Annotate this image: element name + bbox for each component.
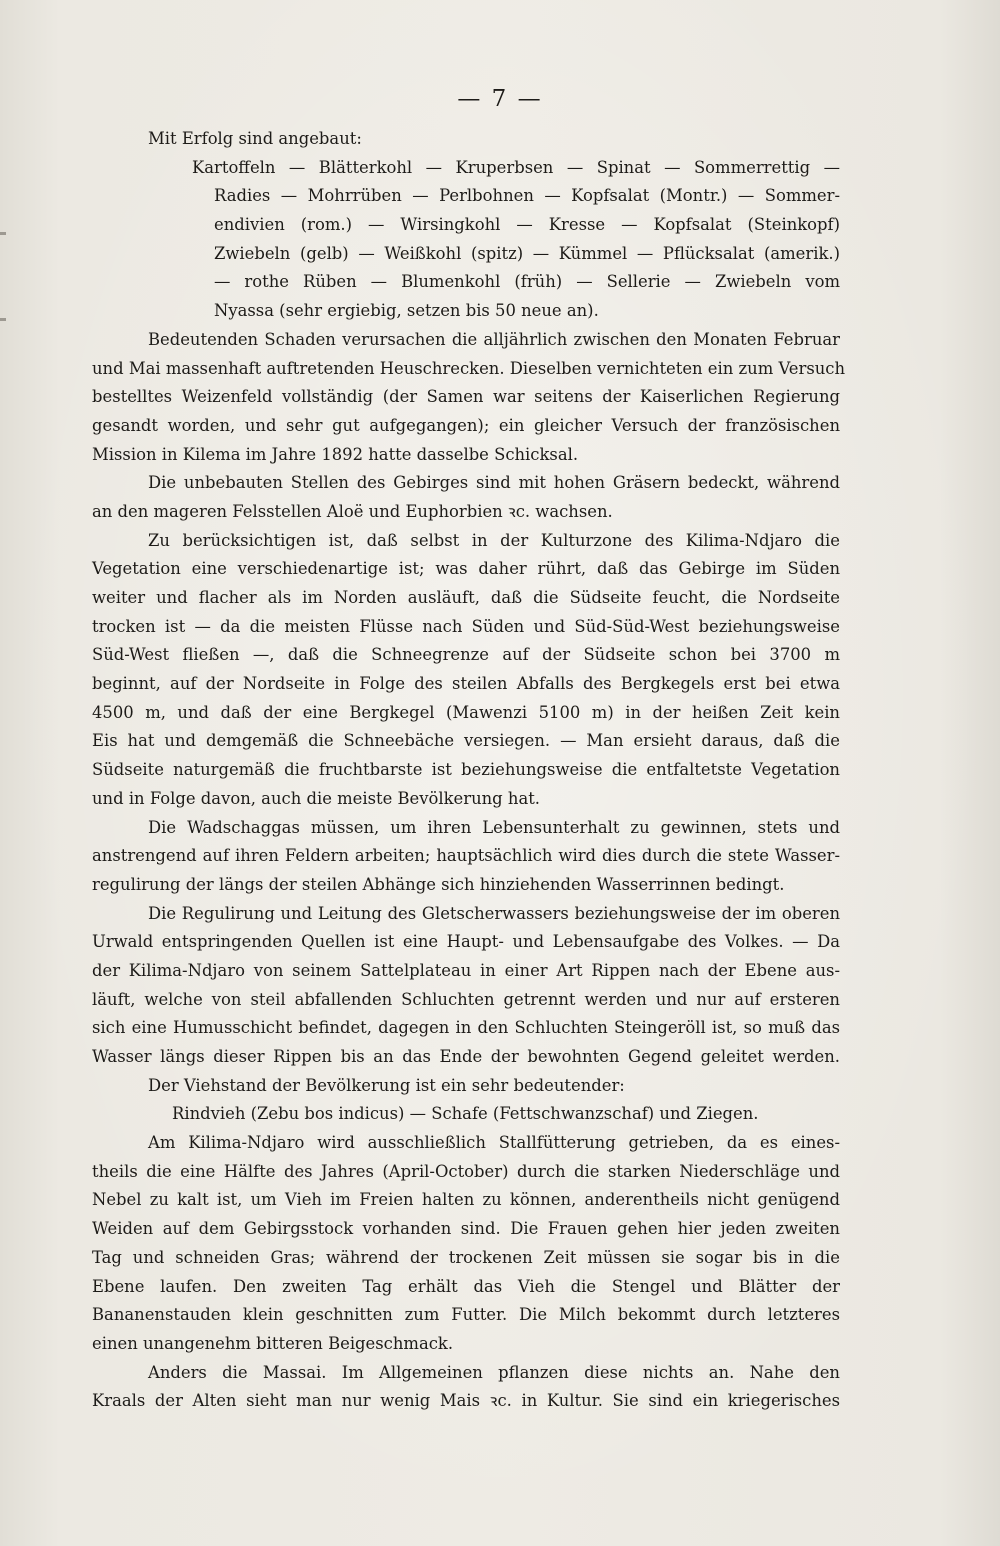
- text-line: Am Kilima-Ndjaro wird ausschließlich Stallfütterung getrieben, da es eines-: [148, 1133, 840, 1153]
- body-text: [92, 125, 846, 1416]
- text-line: Bedeutenden Schaden verursachen die alljährlich zwischen den Monaten Februar: [148, 329, 840, 349]
- text-line: sich eine Humusschicht befindet, dagegen in den Schluchten Steingeröll ist, so muß das: [92, 1018, 840, 1038]
- margin-mark: [0, 318, 6, 321]
- text-line: Die unbebauten Stellen des Gebirges sind mit hohen Gräsern bedeckt, während: [148, 473, 840, 493]
- text-line: Vegetation eine verschiedenartige ist; was daher rührt, daß das Gebirge im Süden: [92, 559, 840, 579]
- text-line: endivien (rom.) — Wirsingkohl — Kresse — Kopfsalat (Steinkopf): [214, 215, 840, 235]
- text-line: Zwiebeln (gelb) — Weißkohl (spitz) — Kümmel — Pflücksalat (amerik.): [214, 243, 840, 263]
- text-line: gesandt worden, und sehr gut aufgegangen); ein gleicher Versuch der französischen: [92, 415, 840, 435]
- text-line: bestelltes Weizenfeld vollständig (der Samen war seitens der Kaiserlichen Regierung: [92, 387, 840, 407]
- text-line: an den mageren Felsstellen Aloë und Euphorbien ꝛc. wachsen.: [92, 501, 613, 521]
- text-line: trocken ist — da die meisten Flüsse nach Süden und Süd-Süd-West beziehungsweise: [92, 616, 840, 636]
- text-line: Urwald entspringenden Quellen ist eine Haupt- und Lebensaufgabe des Volkes. — Da: [92, 932, 840, 952]
- text-line: theils die eine Hälfte des Jahres (April-October) durch die starken Niederschläge und: [92, 1161, 840, 1181]
- text-line: Der Viehstand der Bevölkerung ist ein sehr bedeutender:: [148, 1075, 625, 1095]
- text-line: einen unangenehm bitteren Beigeschmack.: [92, 1333, 454, 1353]
- text-line: beginnt, auf der Nordseite in Folge des steilen Abfalls des Bergkegels erst bei etwa: [92, 674, 840, 694]
- text-line: 4500 m, und daß der eine Bergkegel (Mawenzi 5100 m) in der heißen Zeit kein: [92, 702, 840, 722]
- text-line: weiter und flacher als im Norden ausläuft, daß die Südseite feucht, die Nordseite: [92, 588, 840, 607]
- text-line: Bananenstauden klein geschnitten zum Futter. Die Milch bekommt durch letzteres: [92, 1305, 840, 1325]
- text-line: Kraals der Alten sieht man nur wenig Mais ꝛc. in Kultur. Sie sind ein kriegerisches: [92, 1391, 840, 1411]
- margin-mark: [0, 232, 6, 235]
- text-line: Tag und schneiden Gras; während der trockenen Zeit müssen sie sogar bis in die: [92, 1247, 840, 1267]
- text-line: Die Wadschaggas müssen, um ihren Lebensunterhalt zu gewinnen, stets und: [148, 817, 840, 837]
- text-line: Eis hat und demgemäß die Schneebäche versiegen. — Man ersieht daraus, daß die: [92, 731, 840, 751]
- text-line: Die Regulirung und Leitung des Gletscherwassers beziehungsweise der im oberen: [148, 903, 840, 923]
- text-line: der Kilima-Ndjaro von seinem Sattelplateau in einer Art Rippen nach der Ebene aus-: [92, 960, 840, 980]
- text-line: Mission in Kilema im Jahre 1892 hatte dasselbe Schicksal.: [92, 444, 579, 464]
- text-line: läuft, welche von steil abfallenden Schluchten getrennt werden und nur auf ersteren: [92, 989, 840, 1009]
- text-line: Zu berücksichtigen ist, daß selbst in der Kulturzone des Kilima-Ndjaro die: [148, 530, 840, 550]
- text-line: — rothe Rüben — Blumenkohl (früh) — Sellerie — Zwiebeln vom: [214, 272, 840, 292]
- text-line: Ebene laufen. Den zweiten Tag erhält das Vieh die Stengel und Blätter der: [92, 1276, 840, 1296]
- page-number: — 7 —: [457, 86, 543, 112]
- text-line: Nebel zu kalt ist, um Vieh im Freien halten zu können, anderentheils nicht genügend: [92, 1190, 840, 1210]
- text-line: und Mai massenhaft auftretenden Heuschrecken. Dieselben vernichteten ein zum Versuch: [92, 358, 846, 378]
- text-line: Nyassa (sehr ergiebig, setzen bis 50 neue an).: [214, 301, 599, 321]
- text-line: und in Folge davon, auch die meiste Bevölkerung hat.: [92, 788, 541, 808]
- text-line: Kartoffeln — Blätterkohl — Kruperbsen — Spinat — Sommerrettig —: [192, 157, 840, 177]
- text-line: Weiden auf dem Gebirgsstock vorhanden sind. Die Frauen gehen hier jeden zweiten: [92, 1219, 840, 1239]
- text-line: Mit Erfolg sind angebaut:: [148, 129, 362, 148]
- text-line: Radies — Mohrrüben — Perlbohnen — Kopfsalat (Montr.) — Sommer-: [214, 186, 840, 206]
- text-line: Süd-West fließen —, daß die Schneegrenze auf der Südseite schon bei 3700 m: [92, 645, 840, 665]
- text-line: Rindvieh (Zebu bos indicus) — Schafe (Fettschwanzschaf) und Ziegen.: [172, 1104, 759, 1124]
- text-line: Südseite naturgemäß die fruchtbarste ist beziehungsweise die entfaltetste Vegetation: [92, 760, 840, 780]
- text-line: regulirung der längs der steilen Abhänge sich hinziehenden Wasserrinnen bedingt.: [92, 874, 785, 894]
- text-line: Wasser längs dieser Rippen bis an das Ende der bewohnten Gegend geleitet werden.: [92, 1047, 840, 1066]
- text-line: Anders die Massai. Im Allgemeinen pflanzen diese nichts an. Nahe den: [148, 1362, 840, 1382]
- text-line: anstrengend auf ihren Feldern arbeiten; hauptsächlich wird dies durch die stete Wasser-: [92, 846, 840, 866]
